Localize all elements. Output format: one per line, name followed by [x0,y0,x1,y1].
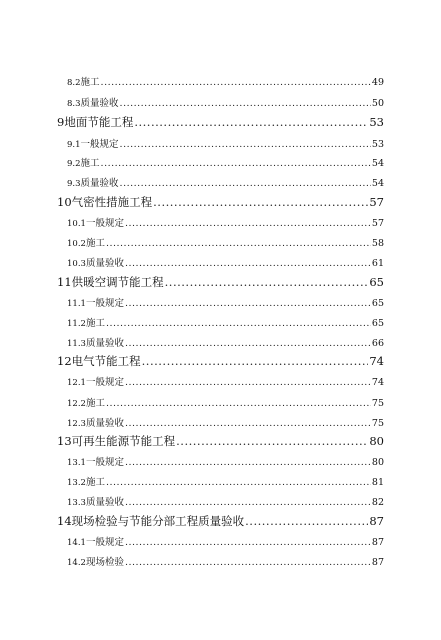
toc-entry-9-3[interactable] [67,175,384,189]
toc-chapter-title: 地面节能工程 [64,115,134,129]
toc-entry-page: 57 [371,218,384,229]
toc-entry-14-2[interactable] [67,554,384,568]
toc-entry-number: 8.3 [67,99,81,109]
toc-entry-11-1[interactable] [67,295,384,309]
toc-dot-leader [125,557,371,568]
toc-entry-page: 61 [371,258,384,269]
toc-dot-leader [134,115,368,129]
toc-entry-12-3[interactable] [67,415,384,429]
toc-dot-leader [106,477,371,488]
toc-chapter-page: 80 [369,434,384,448]
toc-dot-leader [125,218,371,229]
toc-entry-10-2[interactable] [67,235,384,249]
toc-entry-title: 一般规定 [80,139,119,150]
toc-chapter-12[interactable] [57,353,384,369]
toc-dot-leader [101,158,371,169]
toc-entry-title: 一般规定 [85,218,124,229]
toc-chapter-number: 11 [57,275,72,289]
toc-entry-page: 54 [371,158,384,169]
toc-dot-leader [120,98,371,109]
toc-chapter-title: 电气节能工程 [71,354,141,368]
toc-dot-leader [125,258,371,269]
toc-entry-9-1[interactable] [67,136,384,150]
toc-entry-number: 12.1 [67,378,86,388]
toc-chapter-number: 9 [57,115,65,129]
toc-chapter-page: 74 [369,354,384,368]
toc-entry-title: 一般规定 [85,537,124,548]
toc-dot-leader [120,178,371,189]
toc-entry-number: 13.1 [67,458,86,468]
toc-chapter-9[interactable] [57,114,384,130]
toc-entry-number: 10.2 [67,239,86,249]
toc-chapter-page: 87 [369,514,384,528]
toc-entry-title: 施工 [85,477,105,488]
toc-entry-number: 14.2 [67,558,86,568]
toc-entry-13-1[interactable] [67,454,384,468]
toc-entry-page: 53 [371,139,384,150]
toc-entry-number: 9.1 [67,140,81,150]
toc-entry-number: 10.3 [67,259,86,269]
toc-chapter-title: 现场检验与节能分部工程质量验收 [71,514,245,528]
toc-entry-number: 9.3 [67,179,81,189]
toc-chapter-title: 供暖空调节能工程 [71,275,164,289]
toc-chapter-number: 14 [57,514,72,528]
toc-entry-title: 施工 [85,318,105,329]
toc-entry-10-1[interactable] [67,215,384,229]
toc-chapter-number: 12 [57,354,72,368]
toc-entry-page: 50 [371,98,384,109]
toc-chapter-14[interactable] [57,513,384,529]
toc-dot-leader [125,338,371,349]
toc-entry-number: 12.3 [67,419,86,429]
toc-chapter-10[interactable] [57,194,384,210]
toc-chapter-title: 可再生能源节能工程 [71,434,176,448]
toc-dot-leader [125,418,371,429]
toc-entry-number: 13.3 [67,498,86,508]
toc-entry-13-3[interactable] [67,494,384,508]
toc-dot-leader [142,354,369,368]
toc-dot-leader [165,275,369,289]
toc-chapter-page: 65 [369,275,384,289]
toc-entry-title: 一般规定 [85,457,124,468]
toc-entry-title: 一般规定 [85,298,124,309]
toc-dot-leader [106,398,371,409]
toc-dot-leader [106,318,371,329]
toc-chapter-number: 13 [57,434,72,448]
toc-entry-number: 12.2 [67,399,86,409]
toc-entry-title: 质量验收 [80,178,119,189]
toc-entry-title: 施工 [80,77,100,88]
toc-entry-number: 11.2 [67,319,86,329]
toc-dot-leader [153,195,368,209]
toc-dot-leader [125,497,371,508]
toc-entry-11-3[interactable] [67,335,384,349]
toc-dot-leader [101,77,371,88]
toc-entry-title: 质量验收 [85,418,124,429]
toc-entry-title: 施工 [85,398,105,409]
toc-chapter-13[interactable] [57,433,384,449]
toc-entry-page: 87 [371,537,384,548]
toc-entry-8-2[interactable] [67,74,384,88]
toc-dot-leader [106,238,371,249]
toc-entry-page: 65 [371,298,384,309]
toc-entry-page: 58 [371,238,384,249]
toc-dot-leader [176,434,368,448]
toc-entry-number: 11.3 [67,339,86,349]
toc-dot-leader [125,298,371,309]
toc-entry-page: 87 [371,557,384,568]
toc-entry-title: 质量验收 [85,338,124,349]
toc-entry-11-2[interactable] [67,315,384,329]
toc-entry-page: 49 [371,77,384,88]
toc-entry-number: 14.1 [67,538,86,548]
toc-entry-10-3[interactable] [67,255,384,269]
toc-dot-leader [125,537,371,548]
toc-dot-leader [245,514,368,528]
toc-entry-page: 65 [371,318,384,329]
toc-entry-title: 一般规定 [85,377,124,388]
toc-entry-8-3[interactable] [67,95,384,109]
toc-entry-page: 82 [371,497,384,508]
toc-chapter-title: 气密性措施工程 [71,195,153,209]
toc-dot-leader [120,139,371,150]
toc-entry-title: 质量验收 [80,98,119,109]
toc-entry-title: 质量验收 [85,258,124,269]
toc-entry-page: 74 [371,377,384,388]
toc-entry-title: 施工 [85,238,105,249]
toc-entry-page: 81 [371,477,384,488]
toc-entry-number: 10.1 [67,219,86,229]
toc-entry-page: 66 [371,338,384,349]
toc-entry-13-2[interactable] [67,474,384,488]
toc-dot-leader [125,377,371,388]
toc-entry-number: 9.2 [67,159,81,169]
toc-chapter-page: 57 [369,195,384,209]
toc-entry-page: 54 [371,178,384,189]
toc-chapter-number: 10 [57,195,72,209]
toc-entry-title: 现场检验 [85,557,124,568]
toc-entry-number: 13.2 [67,478,86,488]
toc-entry-number: 11.1 [67,299,86,309]
toc-entry-page: 75 [371,398,384,409]
toc-entry-12-2[interactable] [67,395,384,409]
toc-entry-title: 施工 [80,158,100,169]
toc-entry-page: 80 [371,457,384,468]
toc-chapter-page: 53 [369,115,384,129]
toc-dot-leader [125,457,371,468]
toc-entry-14-1[interactable] [67,534,384,548]
toc-entry-title: 质量验收 [85,497,124,508]
toc-entry-12-1[interactable] [67,374,384,388]
toc-entry-9-2[interactable] [67,155,384,169]
toc-entry-number: 8.2 [67,78,81,88]
toc-entry-page: 75 [371,418,384,429]
toc-chapter-11[interactable] [57,274,384,290]
